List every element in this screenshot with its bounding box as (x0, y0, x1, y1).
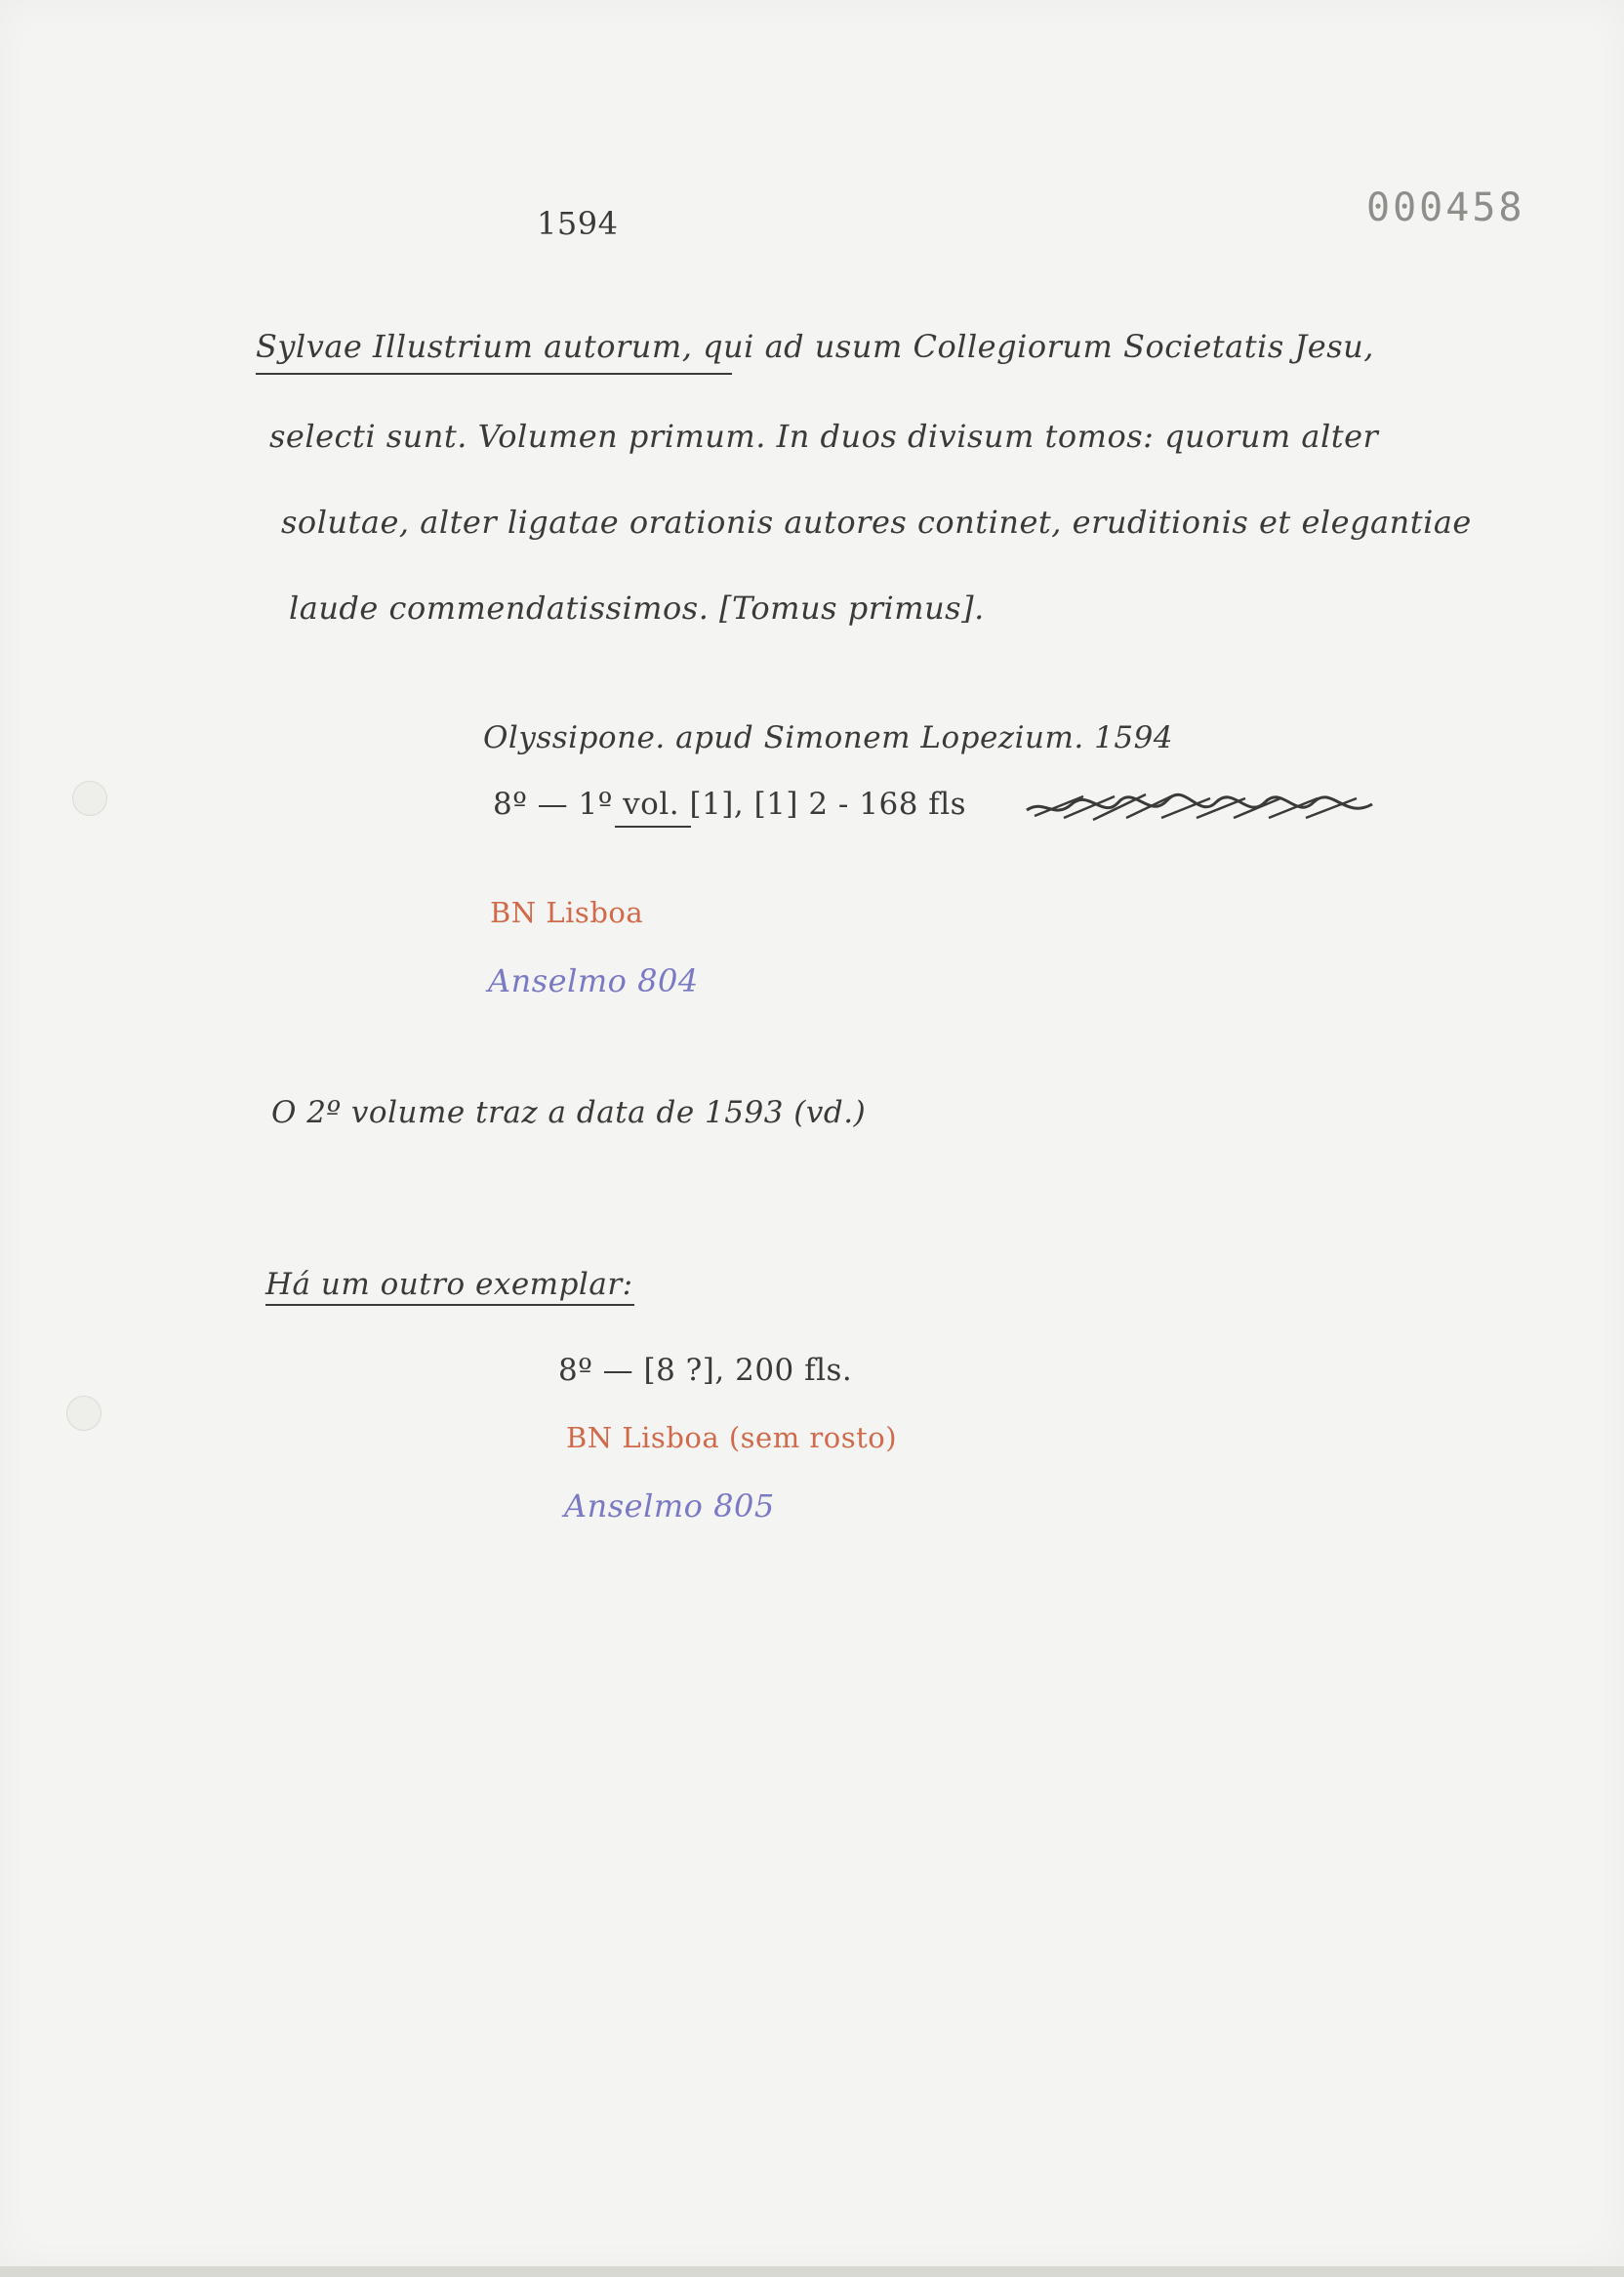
volume-note: O 2º volume traz a data de 1593 (vd.) (271, 1095, 867, 1130)
other-copy-underline (265, 1304, 634, 1306)
imprint-line: Olyssipone. apud Simonem Lopezium. 1594 (483, 720, 1174, 755)
other-copy-format: 8º — [8 ?], 200 fls. (558, 1353, 853, 1388)
other-copy-reference-label: Anselmo 805 (564, 1487, 775, 1525)
title-line-3: solutae, alter ligatae orationis autores continet, eruditionis et elegantiae (281, 504, 1472, 541)
crossed-out-scribble (1025, 791, 1376, 824)
page-edge (0, 2266, 1624, 2277)
stamp-number: 000458 (1366, 185, 1525, 230)
other-copy-library-label: BN Lisboa (sem rosto) (566, 1421, 898, 1454)
title-line-1: Sylvae Illustrium autorum, qui ad usum Collegiorum Societatis Jesu, (256, 328, 1374, 365)
punch-hole-top (72, 781, 107, 816)
reference-label: Anselmo 804 (488, 962, 699, 999)
format-line: 8º — 1º vol. [1], [1] 2 - 168 fls (493, 787, 967, 822)
holding-library-label: BN Lisboa (490, 896, 644, 929)
other-copy-heading: Há um outro exemplar: (265, 1267, 633, 1302)
title-underline (256, 373, 732, 375)
year-heading: 1594 (537, 205, 619, 242)
title-line-4: laude commendatissimos. [Tomus primus]. (289, 590, 985, 627)
title-line-2: selecti sunt. Volumen primum. In duos divisum tomos: quorum alter (269, 418, 1379, 455)
punch-hole-bottom (66, 1396, 102, 1431)
volume-underline (615, 826, 691, 828)
